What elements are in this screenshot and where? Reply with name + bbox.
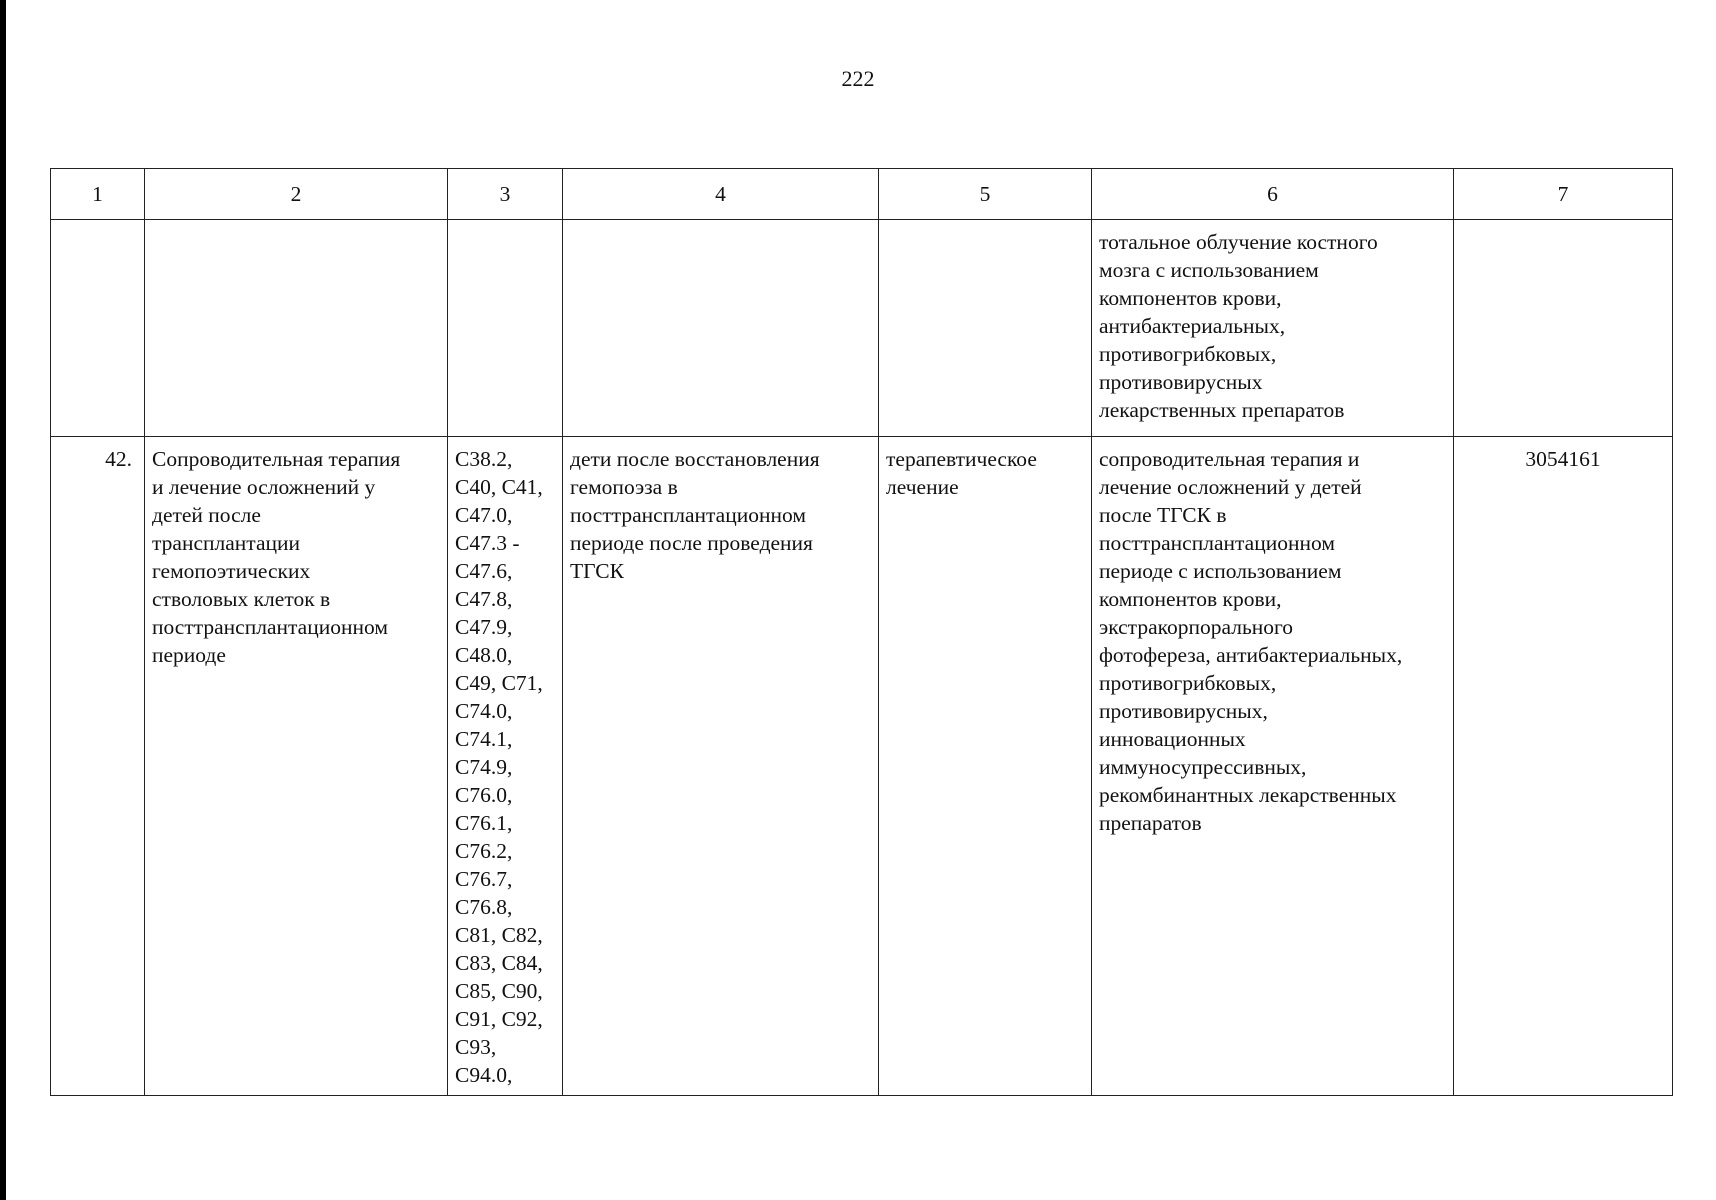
cont-cell-method: тотальное облучение костного мозга с использованием компонентов крови, антибактериальных, противогрибковых, противовирусных лекарственных препаратов — [1092, 220, 1454, 437]
medical-services-table — [50, 168, 1673, 1096]
treatment-type-cell: терапевтическое лечение — [879, 437, 1092, 1096]
scan-edge — [0, 0, 6, 1200]
cost-cell: 3054161 — [1454, 437, 1673, 1096]
table-header-row — [51, 169, 1673, 220]
page-number: 222 — [841, 66, 875, 91]
header-cell-1: 1 — [51, 169, 145, 220]
header-cell-4: 4 — [563, 169, 879, 220]
treatment-method-cell: сопроводительная терапия и лечение осложнений у детей после ТГСК в посттрансплантационном периоде с использованием компонентов крови, экстракорпорального фотофереза, антибактериальных, противогрибковых, противовирусных, инновационных иммуносупрессивных, рекомбинантных лекарственных препаратов — [1092, 437, 1454, 1096]
header-cell-3: 3 — [448, 169, 563, 220]
cont-cell-7 — [1454, 220, 1673, 437]
row-number: 42. — [51, 437, 145, 1096]
header-cell-6: 6 — [1092, 169, 1454, 220]
cont-cell-1 — [51, 220, 145, 437]
table-row — [51, 437, 1673, 1096]
continuation-row — [51, 220, 1673, 437]
header-cell-7: 7 — [1454, 169, 1673, 220]
cont-cell-5 — [879, 220, 1092, 437]
header-cell-5: 5 — [879, 169, 1092, 220]
cont-cell-4 — [563, 220, 879, 437]
cont-cell-2 — [145, 220, 448, 437]
cont-cell-3 — [448, 220, 563, 437]
service-name-cell: Сопроводительная терапия и лечение осложнений у детей после трансплантации гемопоэтических стволовых клеток в посттрансплантационном периоде — [145, 437, 448, 1096]
header-cell-2: 2 — [145, 169, 448, 220]
icd-codes-cell: C38.2, C40, C41, C47.0, C47.3 - C47.6, C47.8, C47.9, C48.0, C49, C71, C74.0, C74.1, C74.9, C76.0, C76.1, C76.2, C76.7, C76.8, C81, C82, C83, C84, C85, C90, C91, C92, C93, C94.0, — [448, 437, 563, 1096]
patient-model-cell: дети после восстановления гемопоэза в посттрансплантационном периоде после проведения ТГСК — [563, 437, 879, 1096]
